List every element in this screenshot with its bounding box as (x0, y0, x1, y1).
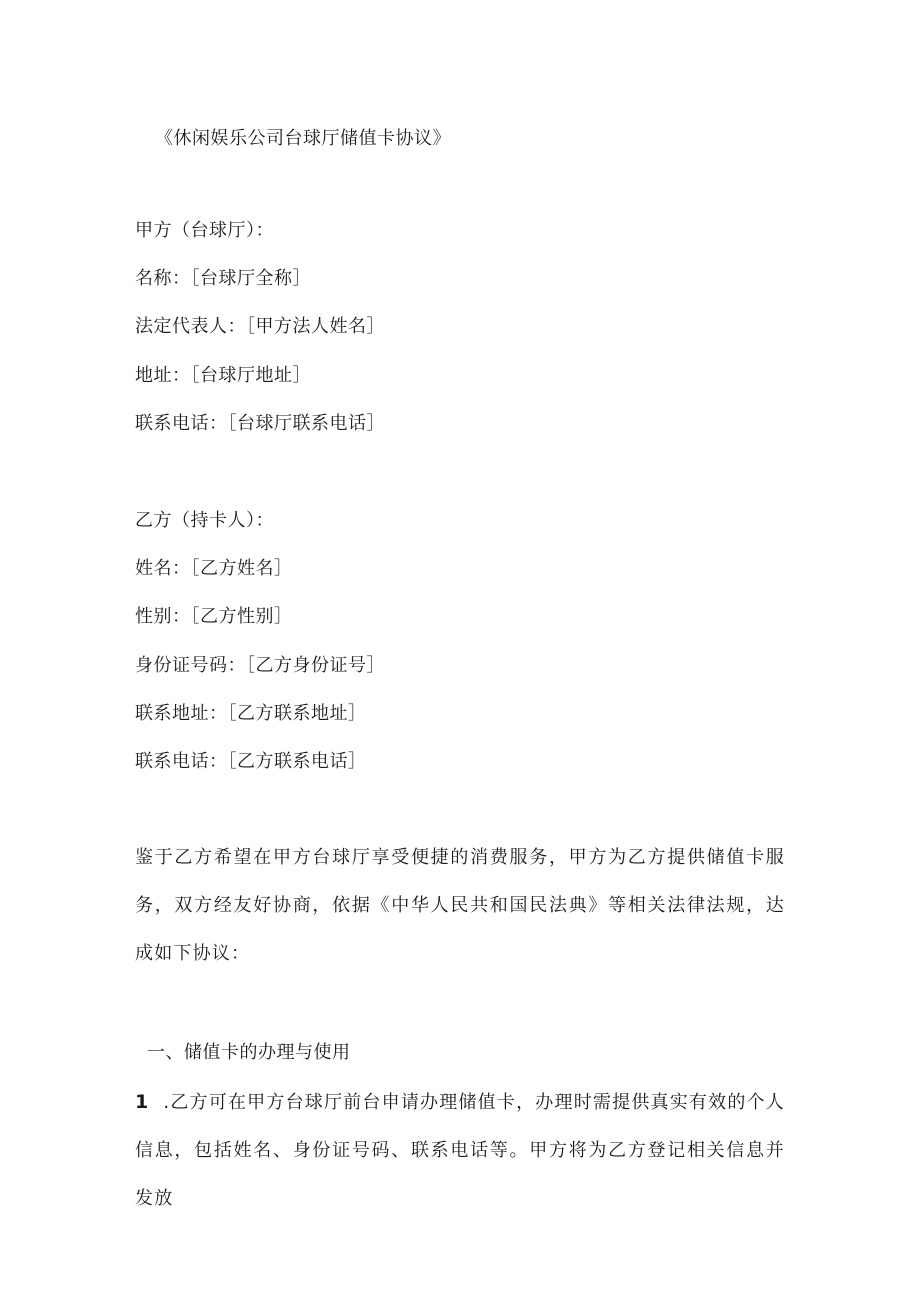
party-b-heading: 乙方（持卡人）： (135, 510, 274, 531)
item-number: 1 (135, 1091, 150, 1113)
party-b-id-number: 身份证号码：［乙方身份证号］ (135, 655, 385, 676)
document-title: 《休闲娱乐公司台球厅储值卡协议》 (155, 128, 451, 149)
section-1-heading: 一、储值卡的办理与使用 (147, 1042, 351, 1063)
party-b-name: 姓名：［乙方姓名］ (135, 558, 293, 579)
party-b-phone: 联系电话：［乙方联系电话］ (135, 751, 367, 772)
party-a-address: 地址：［台球厅地址］ (135, 365, 311, 386)
item-text: .乙方可在甲方台球厅前台申请办理储值卡，办理时需提供真实有效的个人信息，包括姓名、身份证号码、联系电话等。甲方将为乙方登记相关信息并发放 (135, 1092, 785, 1209)
party-a-representative: 法定代表人：［甲方法人姓名］ (135, 316, 385, 337)
party-b-address: 联系地址：［乙方联系地址］ (135, 703, 367, 724)
section-1-item-1 (135, 1078, 785, 1223)
party-a-phone: 联系电话：［台球厅联系电话］ (135, 413, 385, 434)
party-a-heading: 甲方（台球厅）： (135, 220, 274, 241)
party-b-gender: 性别：［乙方性别］ (135, 606, 293, 627)
preamble-paragraph: 鉴于乙方希望在甲方台球厅享受便捷的消费服务，甲方为乙方提供储值卡服务，双方经友好协商，依据《中华人民共和国民法典》等相关法律法规，达成如下协议： (135, 847, 785, 964)
party-a-name: 名称：［台球厅全称］ (135, 268, 311, 289)
